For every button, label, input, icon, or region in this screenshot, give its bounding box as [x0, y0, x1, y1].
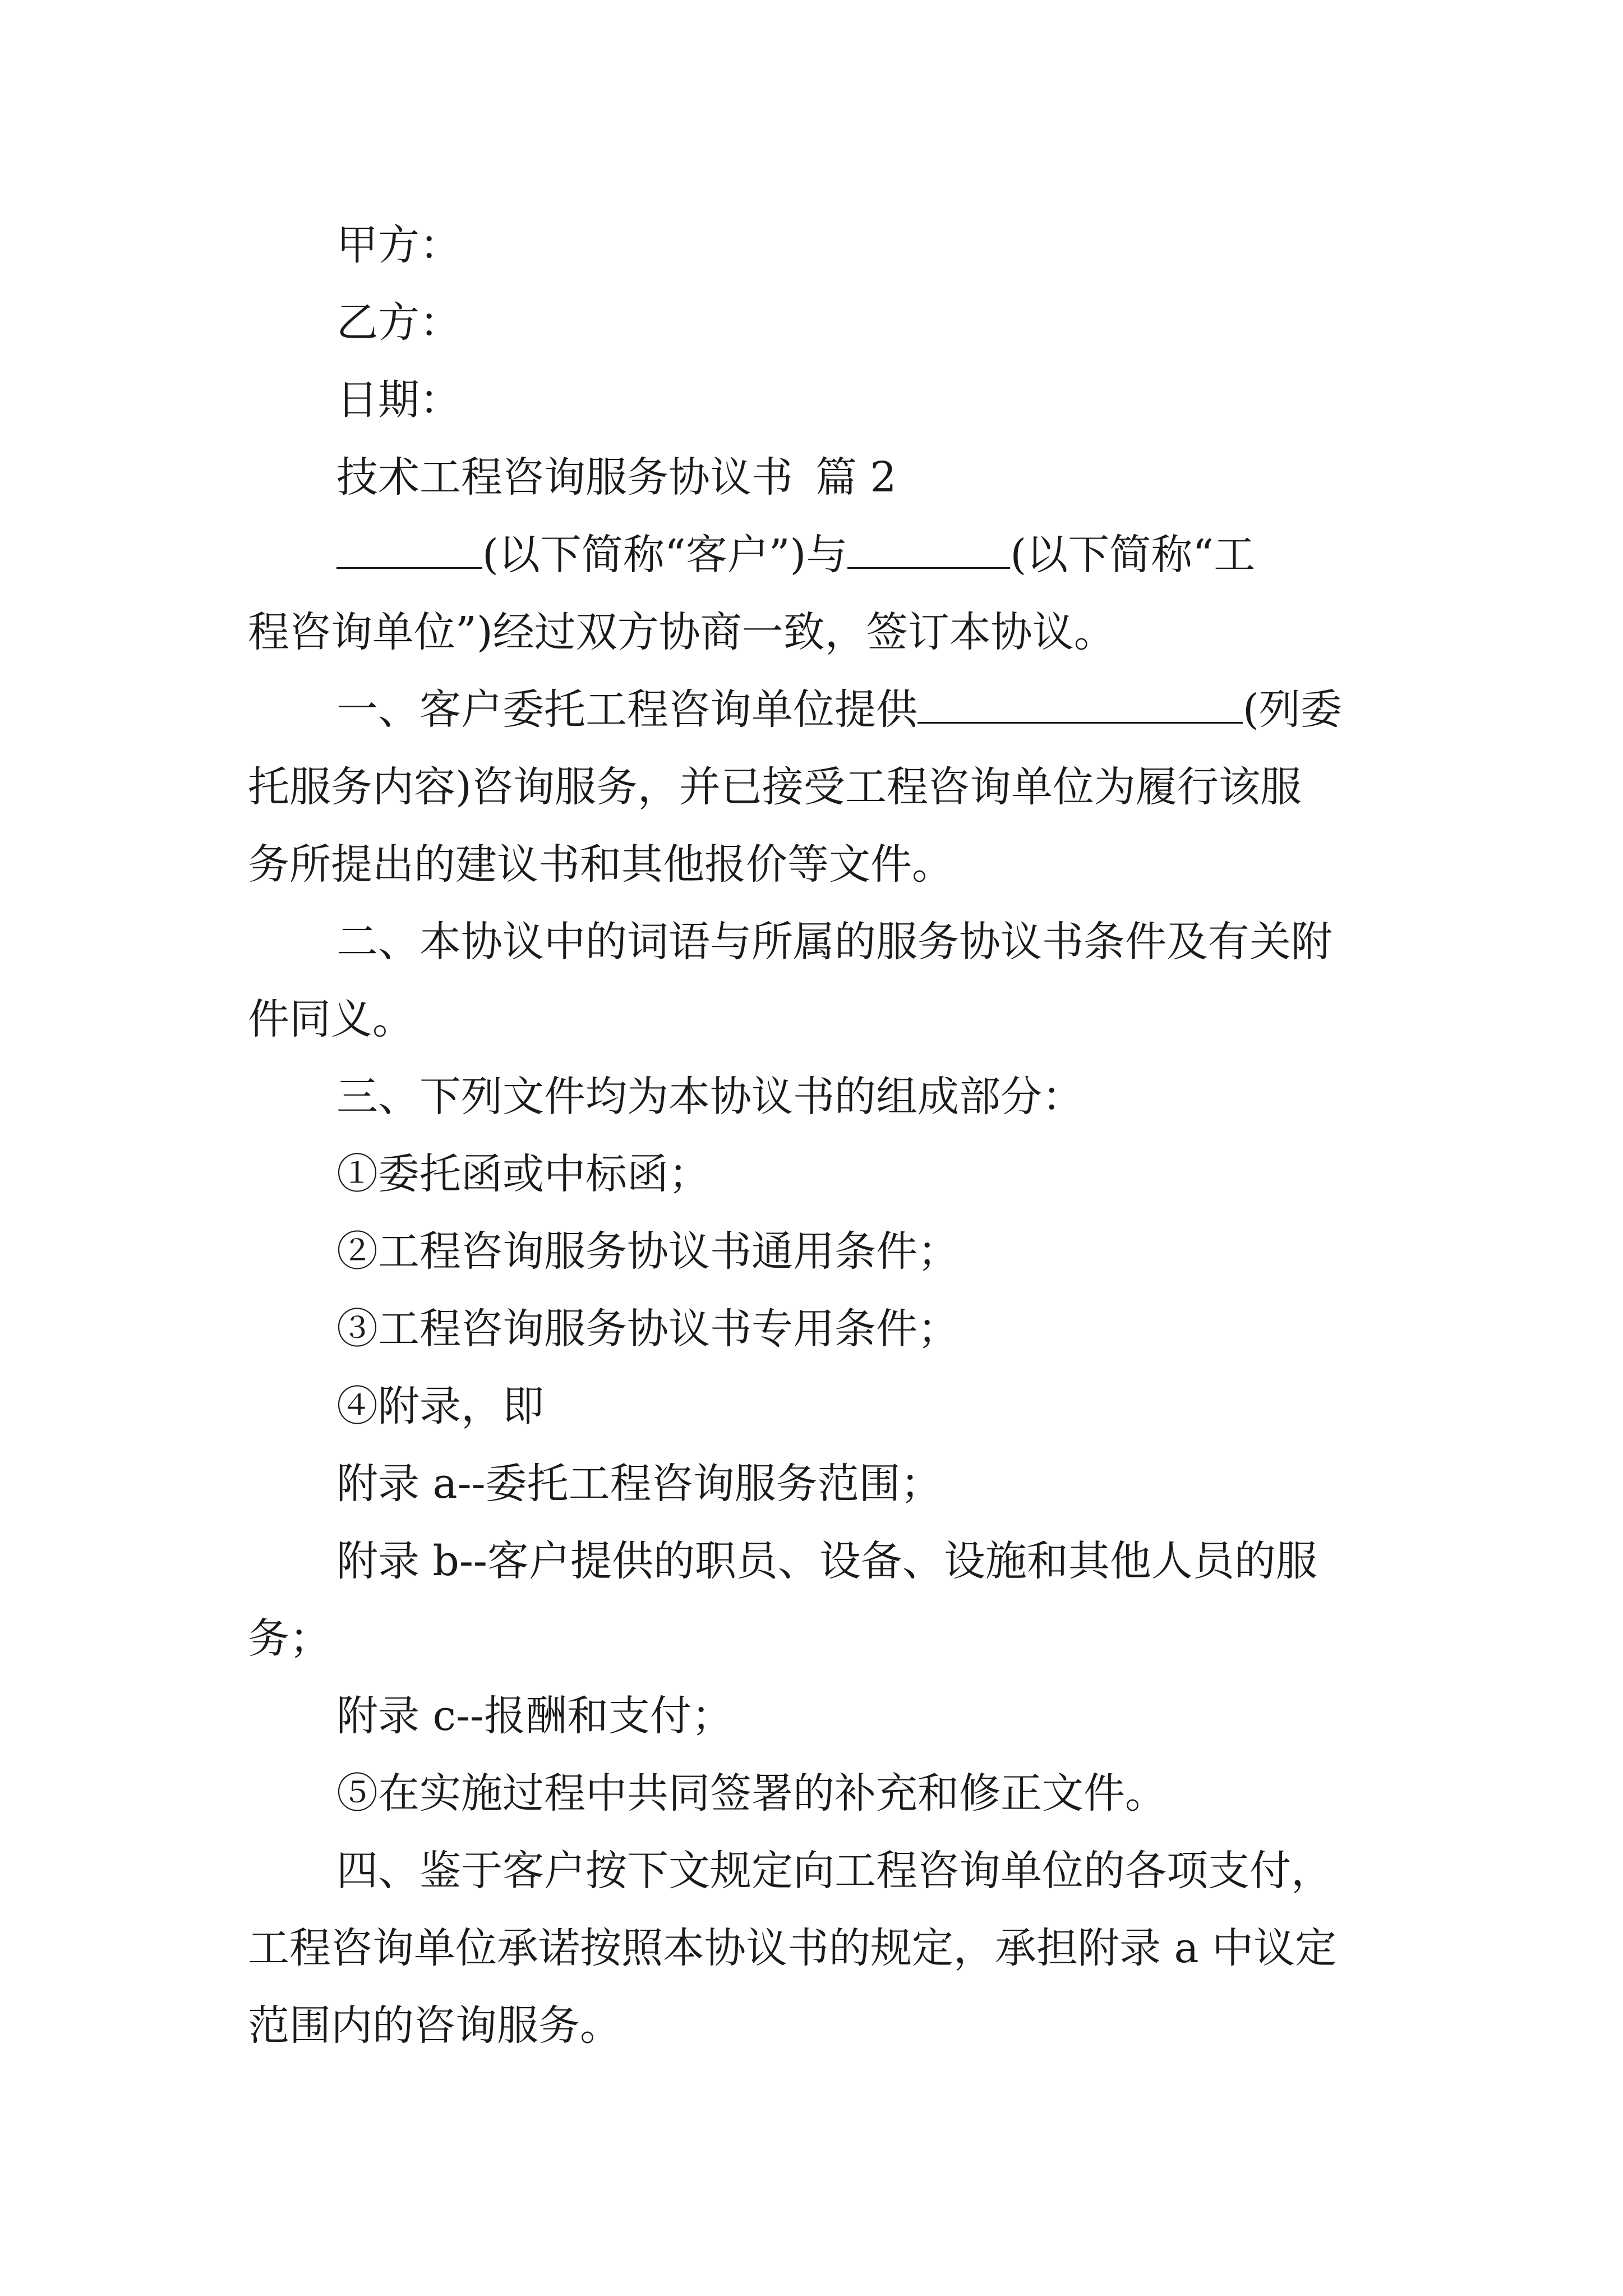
clause-4-line-3: 范围内的咨询服务。: [248, 2001, 621, 2050]
list-item: ②工程咨询服务协议书通用条件；: [336, 1227, 959, 1276]
list-item: ①委托函或中标函；: [336, 1150, 710, 1198]
section-part: 篇 2: [815, 453, 897, 501]
clause-1-seg-2: (列委: [1243, 685, 1342, 734]
party-b-label: 乙方：: [336, 298, 461, 347]
clause-1-seg-1: 一、客户委托工程咨询单位提供: [336, 685, 917, 734]
clause-4-line-2: 工程咨询单位承诺按照本协议书的规定，承担附录 a 中议定: [248, 1924, 1337, 1972]
appendix-a: 附录 a--委托工程咨询服务范围；: [336, 1460, 942, 1508]
party-a-label: 甲方：: [336, 221, 461, 269]
client-name-blank: [336, 530, 482, 569]
appendix-b-line-1: 附录 b--客户提供的职员、设备、设施和其他人员的服: [336, 1537, 1317, 1585]
section-title: 技术工程咨询服务协议书: [336, 453, 793, 501]
date-label: 日期：: [336, 376, 461, 424]
list-item: ⑤在实施过程中共同签署的补充和修正文件。: [336, 1769, 1166, 1818]
clause-4-line-1: 四、鉴于客户按下文规定向工程咨询单位的各项支付，: [336, 1847, 1332, 1895]
appendix-b-line-2: 务；: [248, 1614, 331, 1663]
clause-2-line-1: 二、本协议中的词语与所属的服务协议书条件及有关附: [336, 918, 1332, 966]
appendix-c: 附录 c--报酬和支付；: [336, 1692, 733, 1740]
service-content-blank: [917, 685, 1243, 724]
list-item: ③工程咨询服务协议书专用条件；: [336, 1305, 959, 1353]
clause-1-line-2: 托服务内容)咨询服务，并已接受工程咨询单位为履行该服: [248, 763, 1302, 811]
consultant-name-blank: [847, 530, 1010, 569]
clause-3-line-1: 三、下列文件均为本协议书的组成部分：: [336, 1073, 1083, 1121]
list-item: ④附录，即: [336, 1382, 544, 1430]
intro-seg-2: (以下简称“工: [1010, 531, 1256, 579]
section-heading: [336, 452, 897, 503]
intro-line-2: 程咨询单位”)经过双方协商一致，签订本协议。: [248, 608, 1115, 656]
clause-1-line-1: [336, 684, 1342, 735]
clause-1-line-3: 务所提出的建议书和其他报价等文件。: [248, 840, 953, 889]
clause-2-line-2: 件同义。: [248, 995, 414, 1043]
intro-line-1: [336, 530, 1255, 580]
intro-seg-1: (以下简称“客户”)与: [482, 531, 848, 579]
